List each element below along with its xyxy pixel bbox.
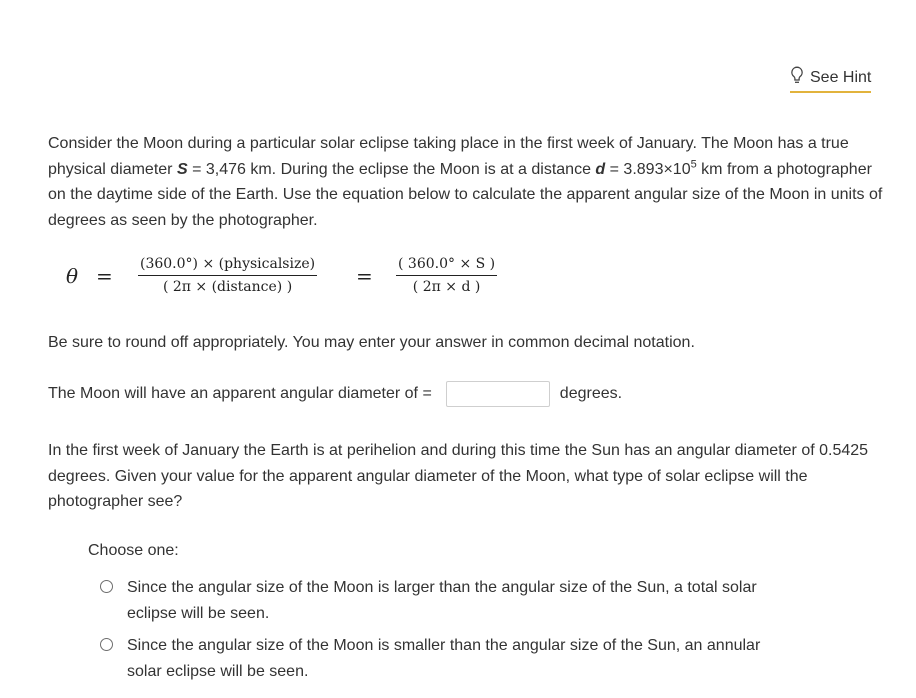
radio-button-total[interactable] (100, 580, 113, 593)
exponent: 5 (690, 158, 697, 171)
fraction-symbolic-numerator: ( 360.0° × S ) (398, 256, 496, 272)
fraction-general-numerator: (360.0°) × (physicalsize) (140, 256, 316, 272)
option-total-eclipse[interactable] (100, 575, 800, 626)
answer-unit: degrees. (559, 385, 623, 402)
lightbulb-icon (790, 66, 804, 89)
problem-intro (48, 131, 884, 233)
intro-text-1: Consider the Moon during a particular solar eclipse taking place in the first week of January. The Moon has a true physical diameter (48, 135, 849, 178)
answer-row (48, 381, 622, 407)
rounding-note: Be sure to round off appropriately. You may enter your answer in common decimal notation. (48, 334, 695, 351)
intro-text-2: = 3,476 km. During the eclipse the Moon is at a distance (187, 160, 596, 178)
fraction-symbolic (396, 256, 497, 295)
option-annular-text: Since the angular size of the Moon is smaller than the angular size of the Sun, an annular solar eclipse will be seen. (127, 637, 761, 680)
option-annular-eclipse[interactable] (100, 633, 800, 684)
angular-diameter-input[interactable] (446, 381, 550, 407)
option-total-text: Since the angular size of the Moon is larger than the angular size of the Sun, a total solar eclipse will be seen. (127, 579, 757, 622)
d-variable: d (595, 160, 606, 178)
angular-size-equation (64, 256, 524, 308)
see-hint-button[interactable] (790, 66, 871, 93)
see-hint-label: See Hint (810, 68, 872, 86)
s-variable: S (176, 160, 188, 178)
intro-text-4: km from a photographer on the daytime side of the Earth. Use the equation below to calculate the apparent angular size of the Moon in units of degrees as seen by the photographer. (48, 160, 883, 229)
theta-symbol: θ (66, 264, 79, 288)
equals-sign-2: = (356, 264, 373, 288)
radio-button-annular[interactable] (100, 638, 113, 651)
fraction-general (138, 256, 317, 295)
intro-text-3: = 3.893×10 (605, 160, 691, 178)
perihelion-question: In the first week of January the Earth is at perihelion and during this time the Sun has an angular diameter of 0.5425 degrees. Given your value for the apparent angular diameter of the Moon, what type of solar eclipse will the photographer see? (48, 442, 869, 510)
choose-one-label: Choose one: (88, 542, 179, 559)
equals-sign-1: = (96, 264, 113, 288)
answer-prompt: The Moon will have an apparent angular diameter of = (48, 385, 432, 402)
fraction-general-denominator: ( 2π × (distance) ) (138, 275, 317, 295)
fraction-symbolic-denominator: ( 2π × d ) (396, 275, 497, 295)
